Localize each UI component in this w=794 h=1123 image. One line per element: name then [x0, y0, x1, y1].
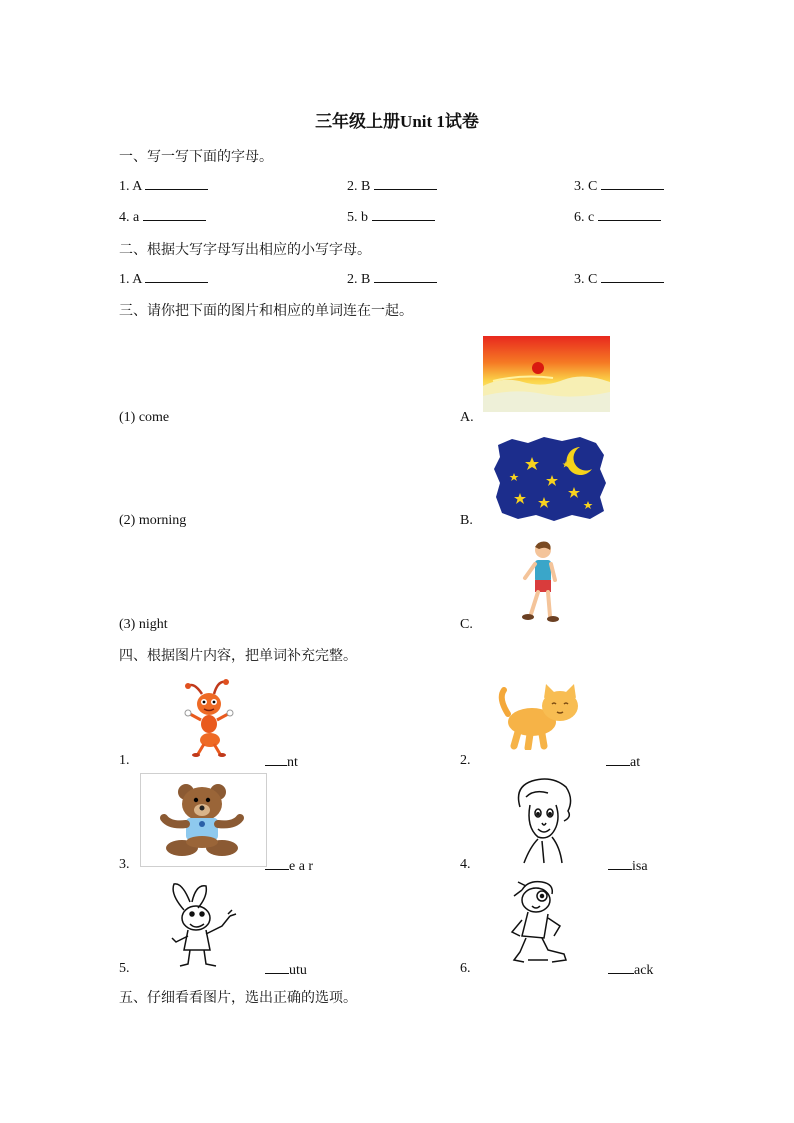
answer-blank[interactable] [374, 177, 437, 190]
word-completion: nt [265, 753, 298, 771]
answer-blank[interactable] [145, 270, 208, 283]
page-title: 三年级上册Unit 1试卷 [315, 112, 479, 131]
letter-item: 2. B [347, 177, 437, 195]
word-completion: e a r [265, 857, 313, 875]
answer-blank[interactable] [372, 208, 435, 221]
answer-blank[interactable] [601, 270, 664, 283]
lisa-icon [512, 777, 576, 865]
ant-icon [182, 678, 236, 758]
item-number: 6. [460, 961, 471, 976]
item-number: 2. [460, 753, 471, 768]
match-word[interactable]: (2) morning [119, 513, 187, 528]
match-word[interactable]: (3) night [119, 617, 168, 632]
cat-icon [498, 684, 580, 750]
answer-blank[interactable] [145, 177, 208, 190]
section-5-heading: 五、仔细看看图片，选出正确的选项。 [119, 990, 357, 1006]
lowercase-item: 2. B [347, 270, 437, 288]
word-completion: ack [608, 961, 653, 979]
section-2-heading: 二、根据大写字母写出相应的小写字母。 [119, 242, 371, 258]
match-letter: A. [460, 410, 474, 425]
item-number: 4. [460, 857, 471, 872]
lowercase-item: 1. A [119, 270, 208, 288]
letter-item: 5. b [347, 208, 435, 226]
night-sky-picture[interactable] [492, 435, 607, 521]
letter-item: 6. c [574, 208, 661, 226]
letter-item: 4. a [119, 208, 206, 226]
section-4-heading: 四、根据图片内容，把单词补充完整。 [119, 648, 357, 664]
jack-icon [508, 880, 576, 968]
word-completion: isa [608, 857, 648, 875]
answer-blank[interactable] [598, 208, 661, 221]
answer-blank[interactable] [265, 961, 289, 974]
word-completion: at [606, 753, 640, 771]
word-completion: utu [265, 961, 307, 979]
bear-icon [158, 780, 250, 860]
item-number: 3. [119, 857, 130, 872]
answer-blank[interactable] [265, 753, 287, 766]
match-word[interactable]: (1) come [119, 410, 170, 425]
section-3-heading: 三、请你把下面的图片和相应的单词连在一起。 [119, 303, 413, 319]
item-number: 1. [119, 753, 130, 768]
section-1-heading: 一、写一写下面的字母。 [119, 149, 273, 165]
letter-item: 1. A [119, 177, 208, 195]
match-letter: B. [460, 513, 473, 528]
answer-blank[interactable] [374, 270, 437, 283]
match-letter: C. [460, 617, 473, 632]
sunrise-picture[interactable] [483, 336, 610, 412]
rabbit-icon [166, 880, 242, 968]
item-number: 5. [119, 961, 130, 976]
answer-blank[interactable] [265, 857, 289, 870]
lowercase-item: 3. C [574, 270, 664, 288]
letter-item: 3. C [574, 177, 664, 195]
walking-boy-picture[interactable] [515, 538, 563, 626]
answer-blank[interactable] [608, 961, 634, 974]
answer-blank[interactable] [608, 857, 632, 870]
answer-blank[interactable] [601, 177, 664, 190]
answer-blank[interactable] [143, 208, 206, 221]
answer-blank[interactable] [606, 753, 630, 766]
